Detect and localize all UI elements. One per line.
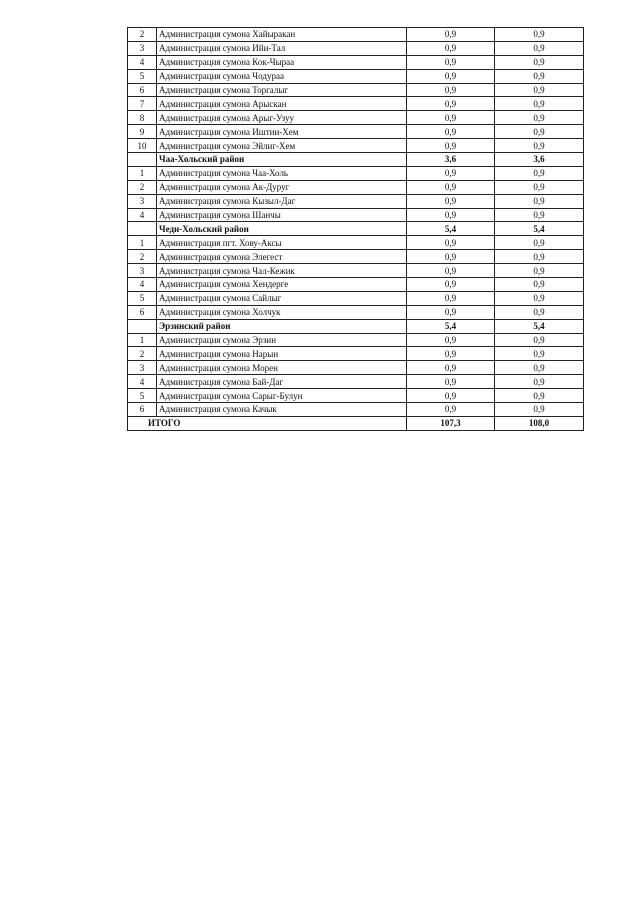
row-number: 4 bbox=[128, 55, 157, 69]
row-number: 5 bbox=[128, 291, 157, 305]
row-value-2: 0,9 bbox=[495, 278, 584, 292]
district-row bbox=[128, 222, 584, 236]
row-value-1: 0,9 bbox=[407, 166, 495, 180]
row-name: Администрация сумона Эйлиг-Хем bbox=[157, 139, 407, 153]
row-value-1: 5,4 bbox=[407, 319, 495, 333]
table-row bbox=[128, 41, 584, 55]
row-value-1: 0,9 bbox=[407, 111, 495, 125]
row-name: Администрация сумона Чаа-Холь bbox=[157, 166, 407, 180]
row-number: 2 bbox=[128, 28, 157, 42]
total-value-1: 107,3 bbox=[407, 416, 495, 430]
row-value-2: 0,9 bbox=[495, 69, 584, 83]
row-value-2: 0,9 bbox=[495, 180, 584, 194]
row-name: Администрация сумона Морен bbox=[157, 361, 407, 375]
row-number: 1 bbox=[128, 166, 157, 180]
district-row bbox=[128, 153, 584, 167]
row-number: 4 bbox=[128, 375, 157, 389]
row-value-1: 3,6 bbox=[407, 153, 495, 167]
table-row bbox=[128, 305, 584, 319]
row-value-1: 0,9 bbox=[407, 333, 495, 347]
row-name: Администрация сумона Кызыл-Даг bbox=[157, 194, 407, 208]
row-name: Администрация сумона Ак-Дуруг bbox=[157, 180, 407, 194]
row-number bbox=[128, 153, 157, 167]
row-value-2: 0,9 bbox=[495, 264, 584, 278]
row-name: Администрация сумона Хайыракан bbox=[157, 28, 407, 42]
row-name: Администрация сумона Сайлыг bbox=[157, 291, 407, 305]
row-value-2: 0,9 bbox=[495, 305, 584, 319]
row-value-2: 0,9 bbox=[495, 83, 584, 97]
row-value-1: 0,9 bbox=[407, 139, 495, 153]
row-name: Администрация сумона Нарын bbox=[157, 347, 407, 361]
row-number: 9 bbox=[128, 125, 157, 139]
row-number: 7 bbox=[128, 97, 157, 111]
table-row bbox=[128, 55, 584, 69]
row-value-2: 0,9 bbox=[495, 403, 584, 417]
row-number: 2 bbox=[128, 347, 157, 361]
row-value-2: 0,9 bbox=[495, 41, 584, 55]
row-value-2: 0,9 bbox=[495, 347, 584, 361]
row-name: Администрация сумона Хендерге bbox=[157, 278, 407, 292]
row-number: 6 bbox=[128, 403, 157, 417]
row-number: 5 bbox=[128, 389, 157, 403]
row-name: Администрация сумона Чал-Кежик bbox=[157, 264, 407, 278]
district-row bbox=[128, 319, 584, 333]
row-name: Администрация пгт. Хову-Аксы bbox=[157, 236, 407, 250]
row-number: 5 bbox=[128, 69, 157, 83]
table-row bbox=[128, 83, 584, 97]
row-name: Администрация сумона Кок-Чыраа bbox=[157, 55, 407, 69]
row-number: 1 bbox=[128, 236, 157, 250]
row-value-1: 0,9 bbox=[407, 278, 495, 292]
row-number: 3 bbox=[128, 264, 157, 278]
row-name: Эрзинский район bbox=[157, 319, 407, 333]
row-value-1: 0,9 bbox=[407, 305, 495, 319]
row-name: Администрация сумона Арыг-Узуу bbox=[157, 111, 407, 125]
table-row bbox=[128, 291, 584, 305]
table-row bbox=[128, 111, 584, 125]
row-number: 1 bbox=[128, 333, 157, 347]
table-row bbox=[128, 403, 584, 417]
table-row bbox=[128, 69, 584, 83]
row-number bbox=[128, 319, 157, 333]
row-number bbox=[128, 222, 157, 236]
row-value-1: 0,9 bbox=[407, 97, 495, 111]
row-number: 3 bbox=[128, 361, 157, 375]
row-name: Администрация сумона Арыскан bbox=[157, 97, 407, 111]
row-value-1: 0,9 bbox=[407, 264, 495, 278]
row-name: Администрация сумона Шанчы bbox=[157, 208, 407, 222]
row-value-2: 0,9 bbox=[495, 111, 584, 125]
row-number: 2 bbox=[128, 180, 157, 194]
row-value-1: 0,9 bbox=[407, 250, 495, 264]
row-value-1: 0,9 bbox=[407, 55, 495, 69]
row-value-2: 0,9 bbox=[495, 97, 584, 111]
table-row bbox=[128, 166, 584, 180]
row-value-1: 0,9 bbox=[407, 194, 495, 208]
row-number: 2 bbox=[128, 250, 157, 264]
row-name: Администрация сумона Бай-Даг bbox=[157, 375, 407, 389]
row-name: Администрация сумона Элегест bbox=[157, 250, 407, 264]
row-number: 10 bbox=[128, 139, 157, 153]
row-value-2: 3,6 bbox=[495, 153, 584, 167]
row-value-1: 0,9 bbox=[407, 291, 495, 305]
row-name: Администрация сумона Торгалыг bbox=[157, 83, 407, 97]
table-row bbox=[128, 361, 584, 375]
row-number: 4 bbox=[128, 278, 157, 292]
table-row bbox=[128, 250, 584, 264]
table-row bbox=[128, 125, 584, 139]
table-body bbox=[128, 28, 584, 431]
row-value-1: 5,4 bbox=[407, 222, 495, 236]
row-value-1: 0,9 bbox=[407, 41, 495, 55]
row-value-1: 0,9 bbox=[407, 361, 495, 375]
row-value-1: 0,9 bbox=[407, 69, 495, 83]
row-name: Администрация сумона Ийи-Тал bbox=[157, 41, 407, 55]
row-value-1: 0,9 bbox=[407, 28, 495, 42]
row-value-1: 0,9 bbox=[407, 347, 495, 361]
row-name: Администрация сумона Иштии-Хем bbox=[157, 125, 407, 139]
row-value-1: 0,9 bbox=[407, 403, 495, 417]
row-name: Администрация сумона Чодураа bbox=[157, 69, 407, 83]
row-value-2: 0,9 bbox=[495, 194, 584, 208]
row-number: 4 bbox=[128, 208, 157, 222]
table-row bbox=[128, 375, 584, 389]
row-name: Чаа-Хольский район bbox=[157, 153, 407, 167]
total-row bbox=[128, 416, 584, 430]
row-value-1: 0,9 bbox=[407, 236, 495, 250]
table-row bbox=[128, 389, 584, 403]
row-value-2: 0,9 bbox=[495, 250, 584, 264]
table-row bbox=[128, 28, 584, 42]
row-value-2: 0,9 bbox=[495, 139, 584, 153]
table-row bbox=[128, 180, 584, 194]
row-value-2: 5,4 bbox=[495, 222, 584, 236]
row-value-2: 0,9 bbox=[495, 125, 584, 139]
row-value-2: 0,9 bbox=[495, 166, 584, 180]
total-value-2: 108,0 bbox=[495, 416, 584, 430]
total-label: ИТОГО bbox=[128, 416, 407, 430]
row-value-2: 0,9 bbox=[495, 28, 584, 42]
row-value-2: 0,9 bbox=[495, 55, 584, 69]
row-name: Администрация сумона Качык bbox=[157, 403, 407, 417]
table-row bbox=[128, 264, 584, 278]
allocation-table bbox=[127, 27, 584, 431]
row-number: 8 bbox=[128, 111, 157, 125]
table-row bbox=[128, 333, 584, 347]
row-value-2: 0,9 bbox=[495, 389, 584, 403]
row-value-2: 0,9 bbox=[495, 361, 584, 375]
row-value-1: 0,9 bbox=[407, 208, 495, 222]
table-row bbox=[128, 236, 584, 250]
row-value-2: 5,4 bbox=[495, 319, 584, 333]
row-value-1: 0,9 bbox=[407, 83, 495, 97]
row-value-1: 0,9 bbox=[407, 125, 495, 139]
row-number: 6 bbox=[128, 83, 157, 97]
row-name: Администрация сумона Сарыг-Булун bbox=[157, 389, 407, 403]
row-value-2: 0,9 bbox=[495, 208, 584, 222]
row-value-1: 0,9 bbox=[407, 389, 495, 403]
table-row bbox=[128, 97, 584, 111]
table-row bbox=[128, 278, 584, 292]
row-value-2: 0,9 bbox=[495, 236, 584, 250]
row-value-2: 0,9 bbox=[495, 291, 584, 305]
table-row bbox=[128, 347, 584, 361]
row-name: Администрация сумона Холчук bbox=[157, 305, 407, 319]
table-row bbox=[128, 194, 584, 208]
row-number: 3 bbox=[128, 194, 157, 208]
row-name: Чеди-Хольский район bbox=[157, 222, 407, 236]
row-name: Администрация сумона Эрзин bbox=[157, 333, 407, 347]
table-row bbox=[128, 139, 584, 153]
table-row bbox=[128, 208, 584, 222]
row-value-1: 0,9 bbox=[407, 375, 495, 389]
row-number: 6 bbox=[128, 305, 157, 319]
row-value-1: 0,9 bbox=[407, 180, 495, 194]
row-value-2: 0,9 bbox=[495, 333, 584, 347]
row-value-2: 0,9 bbox=[495, 375, 584, 389]
row-number: 3 bbox=[128, 41, 157, 55]
